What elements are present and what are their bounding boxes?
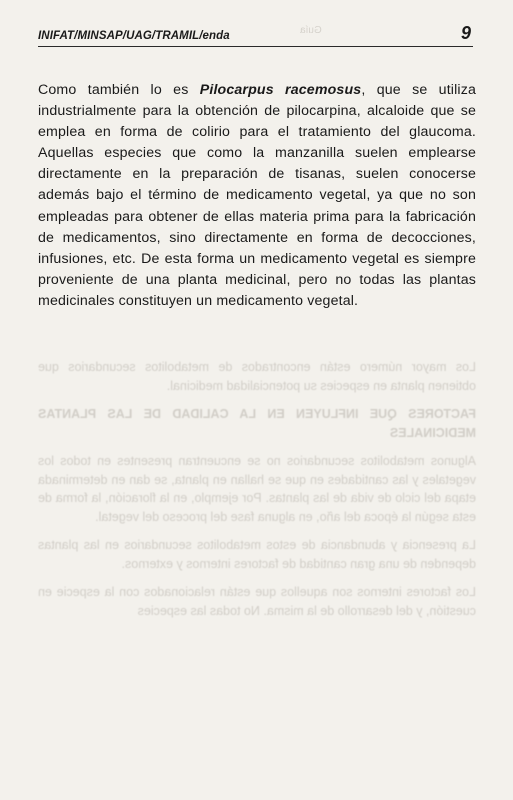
- species-name: Pilocarpus racemosus: [199, 82, 362, 98]
- body-paragraph: [38, 80, 476, 312]
- bleed-through-text: Los mayor número están encontrados de metabolitos secundarios que obtienen planta en especies su potencialidad medicinal. FACTORES QUE INFLUYEN EN LA CALIDAD DE LAS PLANTAS MEDICINALES Algunos metabolitos secundarios no se encuentran presentes en todos los vegetales y las cantidades en que se hallan en planta, se dan en determinada etapa del ciclo de vida de las plantas. Por ejemplo, en la floración, la forma de esta según la época del año, en alguna fase del proceso del vegetal. La presencia y abundancia de estos metabolitos secundarios en las plantas dependen de una gran cantidad de factores internos y externos. Los factores internos son aquellos que están relacionados con la especie en cuestión, y del desarrollo de la misma. No todas las especies: [38, 360, 476, 618]
- page-number: 9: [460, 23, 471, 43]
- running-header: INIFAT/MINSAP/UAG/TRAMIL/enda: [38, 30, 230, 42]
- page-header: [38, 20, 473, 47]
- body-text: [38, 80, 476, 312]
- text-after-species: , que se utiliza industrialmente para la obtención de pilocarpina, alcaloide que se emplea en forma de colirio para el tratamiento del glaucoma. Aquellas especies que como la manzanilla suelen emplearse directamente en la preparación de tisanas, suelen conocerse además bajo el término de medicamento vegetal, ya que no son empleadas para obtener de ellas materia prima para la fabricación de medicamentos, sino directamente en forma de decocciones, infusiones, etc. De esta forma un medicamento vegetal es siempre proveniente de una planta medicinal, pero no todas las plantas medicinales constituyen un medicamento vegetal.: [38, 82, 476, 309]
- bleed-through-header: Guía: [300, 25, 322, 36]
- text-before-species: Como también lo es: [38, 82, 200, 98]
